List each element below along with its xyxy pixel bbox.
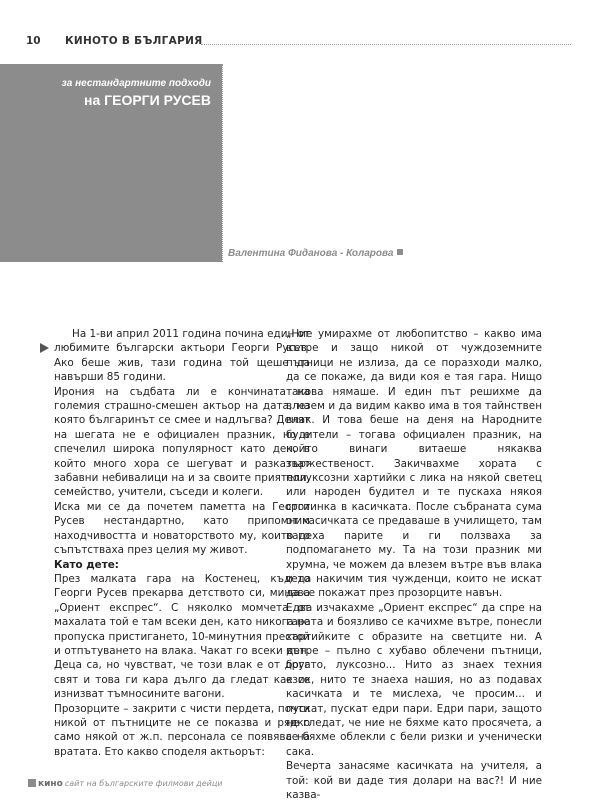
footer-tagline: сайт на българските филмови дейци (64, 779, 223, 788)
paragraph: Едва изчакахме „Ориент експрес“ да спре на гарата и боязливо се качихме вътре, понесли хартийките с образите на светците ни. А вътре – пълно с хубаво облечени пътници, богато, луксозно... Нито аз знаех техния език, нито те знаеха нашия, но аз подавах касичката и те мислеха, че просим... и пускат, пускат едри пари. Едри пари, защото не гледат, че ние не бяхме като просячета, а се бяхме облекли с бели ризки и ученически сака. (286, 601, 542, 758)
footer-square-icon (28, 779, 36, 787)
author-square-icon (397, 249, 403, 255)
paragraph: Искa ми се да почетем паметта на Георги Русев нестандартно, като припомним находчивостта и новаторството му, които го съпътстваха през целия му живот. (54, 500, 310, 557)
author-name: Валентина Фиданова - Коларова (228, 248, 394, 259)
paragraph: Вечерта занасяме касичката на учителя, а той: кой ви даде тия долари на вас?! И ние казва- (286, 760, 542, 801)
header-dotted-rule (201, 44, 571, 45)
article-title: на ГЕОРГИ РУСЕВ (84, 92, 211, 108)
dotted-vertical-rule (222, 64, 223, 262)
article-subtitle: за нестандартните подходи (61, 78, 211, 89)
author-line (228, 248, 403, 259)
triangle-bullet-icon (40, 343, 49, 353)
paragraph: Ирония на съдбата ли е кончината на големия страшно-смешен актьор на дата, на която българинът се смее и надлъгва? Денят на шегата не е официален празник, но е спечелил широка популярност като ден, в който много хора се шегуват и разказват забавни небивалици на и за своите приятели, семейство, учители, съседи и колеги. (54, 385, 310, 499)
section-title: КИНОТО В БЪЛГАРИЯ (65, 35, 203, 47)
paragraph: На 1-ви април 2011 година почина един от любимите български актьори Георги Русев. Ако беше жив, тази година той щеше да навърши 85 години. (54, 328, 310, 384)
page-number: 10 (26, 35, 41, 47)
running-header (26, 35, 571, 49)
footer (28, 779, 222, 789)
subheading: Като дете: (54, 558, 119, 571)
paragraph: През малката гара на Костенец, където Георги Русев прекарва детството си, минава „Ориент експрес“. С няколко момчета от махалата той е там всеки ден, като никога не пропуска пристигането, 10-минутния престой и отпътуването на влака. Чакат го всеки ден. Деца са, но чувстват, че този влак е от друг свят и това ги кара дълго да гледат как се изнизват тъмносините вагони. (54, 572, 310, 701)
paragraph: Прозорците – закрити с чисти пердета, почти никой от пътниците не се показва и рядко само някой от ж.п. персонала се появява на вратата. Ето какво споделя актьорът: (54, 702, 310, 758)
footer-brand: кино (38, 779, 63, 789)
left-column (54, 327, 310, 759)
right-column (286, 327, 542, 802)
paragraph: „Ние умирахме от любопитство – какво има вътре и защо никой от чуждоземните пътници не излиза, да се поразходи малко, да се покаже, да види коя е тая гара. Нищо такова нямаше. И един път решихме да влезем и да видим какво има в тоя тайнствен влак. И това беше на деня на Народните будители – тогава официален празник, на който винаги витаеше някаква тържественост. Закичвахме хората с полуксозни хартийки с лика на някой светец или народен будител и те пускаха някоя стотинка в касичката. После събраната сума от касичката се предаваше в училището, там вадеха парите и ги ползваха за подпомагането му. Та на този празник ми хрумна, че можем да влезем вътре във влака и да накичим тия чужденци, които не искат да се покажат през прозорците навън. (286, 328, 542, 600)
